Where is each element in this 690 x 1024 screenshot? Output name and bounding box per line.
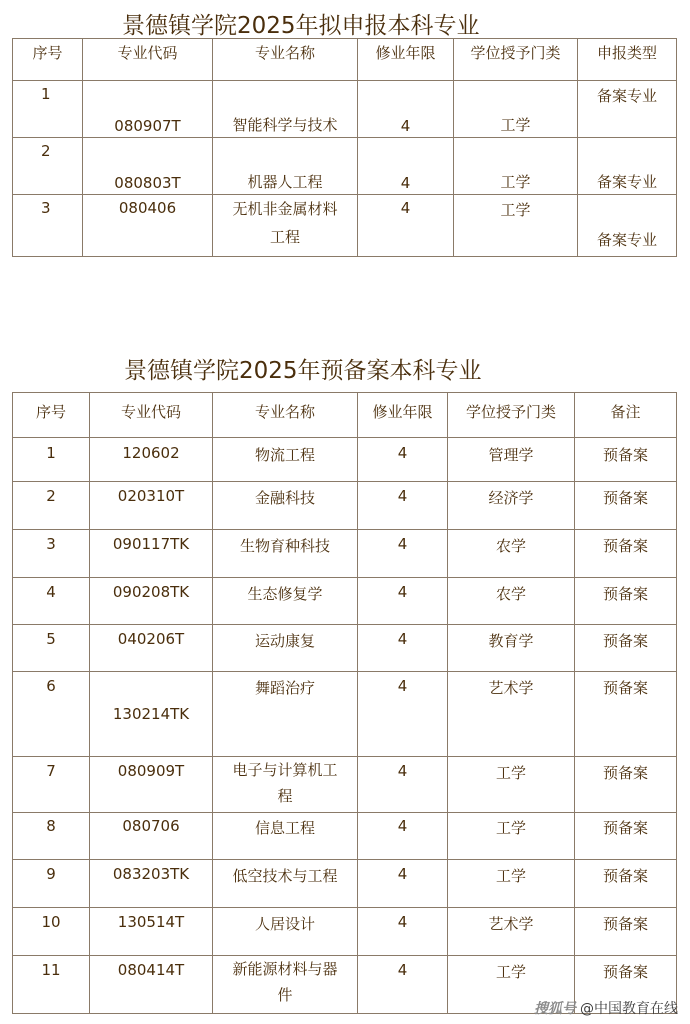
study-years: 4 — [358, 956, 448, 1014]
source-watermark — [534, 998, 678, 1018]
study-years: 4 — [358, 138, 454, 195]
degree-category: 工学 — [448, 956, 575, 1014]
table2-header-cell: 专业代码 — [90, 393, 213, 438]
study-years: 4 — [358, 813, 448, 860]
application-type: 备案专业 — [578, 138, 677, 195]
table-row — [13, 438, 677, 482]
table-row — [13, 860, 677, 908]
major-name-line: 无机非金属材料 — [232, 200, 338, 218]
major-code: 130514T — [90, 908, 213, 956]
table-row — [13, 530, 677, 578]
table1-header-cell: 申报类型 — [578, 39, 677, 81]
row-number: 3 — [13, 195, 83, 257]
study-years: 4 — [358, 672, 448, 757]
major-name-line: 程 — [277, 787, 293, 805]
row-number: 4 — [13, 578, 90, 625]
table2-header-cell: 序号 — [13, 393, 90, 438]
table2 — [12, 392, 677, 1014]
study-years: 4 — [358, 81, 454, 138]
watermark-text: @中国教育在线 — [580, 1001, 678, 1017]
major-code: 130214TK — [90, 672, 213, 757]
table1-header-row — [13, 39, 677, 81]
major-code: 080706 — [90, 813, 213, 860]
row-number: 11 — [13, 956, 90, 1014]
table2-header-cell: 修业年限 — [358, 393, 448, 438]
major-name-line: 件 — [277, 986, 293, 1004]
study-years: 4 — [358, 438, 448, 482]
degree-category: 艺术学 — [448, 908, 575, 956]
table-row — [13, 672, 677, 757]
degree-category: 农学 — [448, 578, 575, 625]
row-number: 2 — [13, 482, 90, 530]
application-type: 备案专业 — [578, 81, 677, 138]
row-number: 5 — [13, 625, 90, 672]
remark: 预备案 — [575, 672, 677, 757]
degree-category: 经济学 — [448, 482, 575, 530]
major-name: 物流工程 — [213, 438, 358, 482]
major-name-line: 工程 — [269, 228, 300, 246]
major-name: 运动康复 — [213, 625, 358, 672]
table-row — [13, 482, 677, 530]
degree-category: 农学 — [448, 530, 575, 578]
major-name: 低空技术与工程 — [213, 860, 358, 908]
row-number: 1 — [13, 81, 83, 138]
degree-category: 工学 — [448, 813, 575, 860]
table2-header-cell: 备注 — [575, 393, 677, 438]
table-row — [13, 195, 677, 257]
major-code: 080414T — [90, 956, 213, 1014]
table-row — [13, 578, 677, 625]
remark: 预备案 — [575, 625, 677, 672]
degree-category: 管理学 — [448, 438, 575, 482]
degree-category: 工学 — [454, 195, 578, 257]
remark: 预备案 — [575, 956, 677, 1014]
major-name: 生态修复学 — [213, 578, 358, 625]
row-number: 8 — [13, 813, 90, 860]
major-code: 120602 — [90, 438, 213, 482]
remark: 预备案 — [575, 757, 677, 813]
table1-header-cell: 学位授予门类 — [454, 39, 578, 81]
remark: 预备案 — [575, 860, 677, 908]
major-code: 040206T — [90, 625, 213, 672]
table2-header-cell: 专业名称 — [213, 393, 358, 438]
table2-header-row — [13, 393, 677, 438]
remark: 预备案 — [575, 578, 677, 625]
table1-header-cell: 序号 — [13, 39, 83, 81]
study-years: 4 — [358, 482, 448, 530]
application-type: 备案专业 — [578, 195, 677, 257]
degree-category: 艺术学 — [448, 672, 575, 757]
major-code: 080907T — [83, 81, 213, 138]
table-row — [13, 908, 677, 956]
table-row — [13, 757, 677, 813]
degree-category: 工学 — [448, 860, 575, 908]
major-code: 080909T — [90, 757, 213, 813]
major-name-line: 新能源材料与器 — [232, 960, 338, 978]
degree-category: 工学 — [448, 757, 575, 813]
major-name — [213, 956, 358, 1014]
row-number: 3 — [13, 530, 90, 578]
row-number: 1 — [13, 438, 90, 482]
table-row — [13, 813, 677, 860]
table1-header-cell: 修业年限 — [358, 39, 454, 81]
table2-header-cell: 学位授予门类 — [448, 393, 575, 438]
remark: 预备案 — [575, 530, 677, 578]
study-years: 4 — [358, 908, 448, 956]
major-name — [213, 195, 358, 257]
major-code: 083203TK — [90, 860, 213, 908]
major-name-line: 电子与计算机工 — [232, 761, 338, 779]
study-years: 4 — [358, 625, 448, 672]
remark: 预备案 — [575, 908, 677, 956]
remark: 预备案 — [575, 482, 677, 530]
table1-header-cell: 专业名称 — [213, 39, 358, 81]
major-name: 生物育种科技 — [213, 530, 358, 578]
sohu-logo: 搜狐号 — [534, 1001, 576, 1017]
major-code: 090208TK — [90, 578, 213, 625]
major-name: 人居设计 — [213, 908, 358, 956]
table2-title: 景德镇学院2025年预备案本科专业 — [124, 358, 482, 384]
row-number: 2 — [13, 138, 83, 195]
major-name: 智能科学与技术 — [213, 81, 358, 138]
table1-header-cell: 专业代码 — [83, 39, 213, 81]
major-name: 舞蹈治疗 — [213, 672, 358, 757]
study-years: 4 — [358, 578, 448, 625]
degree-category: 工学 — [454, 81, 578, 138]
row-number: 9 — [13, 860, 90, 908]
table1-title: 景德镇学院2025年拟申报本科专业 — [122, 13, 480, 39]
major-code: 080803T — [83, 138, 213, 195]
row-number: 7 — [13, 757, 90, 813]
major-code: 090117TK — [90, 530, 213, 578]
degree-category: 教育学 — [448, 625, 575, 672]
study-years: 4 — [358, 530, 448, 578]
remark: 预备案 — [575, 813, 677, 860]
study-years: 4 — [358, 195, 454, 257]
remark: 预备案 — [575, 438, 677, 482]
table1 — [12, 38, 677, 257]
major-name: 机器人工程 — [213, 138, 358, 195]
major-code: 020310T — [90, 482, 213, 530]
major-name — [213, 757, 358, 813]
table-row — [13, 81, 677, 138]
study-years: 4 — [358, 860, 448, 908]
degree-category: 工学 — [454, 138, 578, 195]
major-code: 080406 — [83, 195, 213, 257]
major-name: 金融科技 — [213, 482, 358, 530]
table-row — [13, 625, 677, 672]
study-years: 4 — [358, 757, 448, 813]
row-number: 6 — [13, 672, 90, 757]
row-number: 10 — [13, 908, 90, 956]
table-row — [13, 138, 677, 195]
major-name: 信息工程 — [213, 813, 358, 860]
